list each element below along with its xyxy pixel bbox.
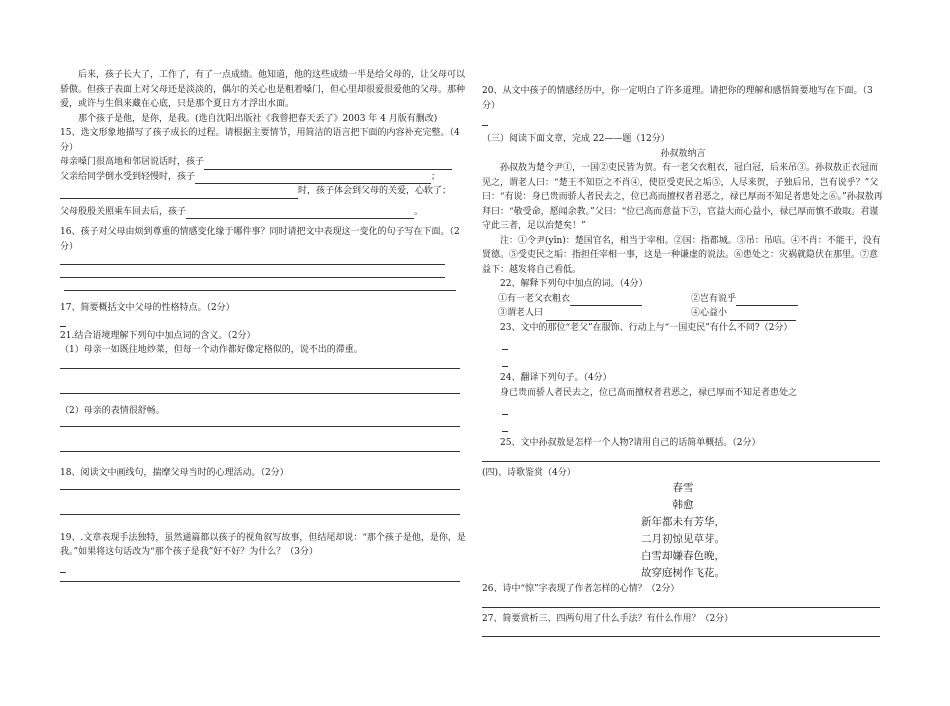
answer-line-q18-1[interactable] bbox=[60, 489, 460, 490]
question-16: 16、孩子对父母由烦到尊重的情感变化缘于哪件事？同时请把文中表现这一变化的句子写在下面。（2分） bbox=[60, 227, 460, 252]
q15-blank-2[interactable] bbox=[195, 172, 431, 184]
question-18: 18、阅读文中画线句，揣摩父母当时的心理活动。（2分） bbox=[60, 468, 289, 478]
q15-line-2: 父亲给同学倒水受到轻慢时，孩子 ； bbox=[60, 170, 468, 185]
q24-sentence: 身已贵而骄人者民去之，位已高而擅权者君恶之，禄已厚而不知足者患处之 bbox=[500, 387, 798, 398]
poem-line: 二月初惊见草芽。 bbox=[641, 533, 725, 545]
essay-body: 孙叔敖为楚令尹①，一国②吏民皆为贺。有一老父衣粗衣，冠白冠，后来吊③。孙叔敖正衣冠而见之，谓老人曰：“楚王不知臣之不肖④，使臣受吏民之垢⑤，人尽来贺，子独后吊，岂有说乎？”父曰：“有说：身已贵而骄人者民去之，位已高而擅权者君恶之，禄已厚而不知足者患处之⑥。”孙叔敖再拜曰：“敬受命，愿闻余教。”父曰：“位已高而意益下⑦，官益大而心益小，禄已厚而慎不敢取。君谨守此三者，足以治楚矣！” bbox=[482, 163, 883, 231]
q22-blank-3[interactable] bbox=[546, 309, 612, 321]
q15-line-3 bbox=[60, 184, 468, 199]
question-26: 26、诗中“惊”字表现了作者怎样的心情？（2分） bbox=[482, 584, 680, 594]
left-column bbox=[60, 68, 468, 582]
poem-line: 新年都未有芳华， bbox=[641, 516, 725, 528]
question-20: 20、从文中孩子的情感经历中，你一定明白了许多道理。请把你的理解和感悟简要地写在下面。（3分） bbox=[482, 86, 873, 111]
q22-blank-2[interactable] bbox=[736, 294, 798, 306]
answer-line-q19[interactable] bbox=[60, 581, 460, 582]
essay-notes: 注：①令尹(yǐn)：楚国官名，相当于宰相。②国：指都城。③吊：吊唁。④不肖：不能干，没有贤德。⑤受吏民之垢：指担任宰相一事，这是一种谦虚的说法。⑥患处之：灾祸就隐伏在那里。⑦意益下：越发将自己看低。 bbox=[482, 235, 881, 275]
question-21-1: （1）母亲一如既往地炒菜，但每一个动作都好像定格似的，说不出的滞重。 bbox=[60, 345, 363, 355]
q22-item-2-wrap bbox=[691, 292, 884, 307]
q15-line-2-text: 父亲给同学倒水受到轻慢时，孩子 bbox=[60, 171, 196, 182]
answer-mark-q19[interactable] bbox=[60, 566, 66, 573]
q22-blank-4[interactable] bbox=[730, 309, 796, 321]
poem-title: 春雪 bbox=[672, 482, 694, 494]
question-21: 21.结合语境理解下列句中加点词的含义。（2分） bbox=[60, 330, 256, 341]
question-22: 22、解释下列句中加点的词。（4分） bbox=[500, 279, 648, 289]
section-4-heading: (四)、诗歌鉴赏（4分） bbox=[482, 467, 576, 478]
poem bbox=[482, 480, 884, 582]
q15-line-4-text: 父母殷殷关照乘车回去后，孩子 bbox=[60, 206, 187, 217]
q22-item-4-wrap bbox=[691, 306, 884, 321]
story-paragraph-2: 那个孩子是他，是你，是我。(选自沈阳出版社《我曾把春天丢了》2003 年 4 月版有删改) bbox=[78, 113, 438, 124]
question-15: 15、选文形象地描写了孩子成长的过程。请根据主要情节，用简洁的语言把下面的内容补充完整。（4分） bbox=[60, 128, 460, 153]
answer-line-q21-2a[interactable] bbox=[60, 426, 460, 427]
q15-line-1 bbox=[60, 155, 468, 170]
q15-line-3-text: 时，孩子体会到父母的关爱，心软了； bbox=[298, 186, 452, 196]
q22-item-1-wrap bbox=[498, 292, 691, 307]
poem-line: 白雪却嫌春色晚， bbox=[641, 550, 725, 562]
essay-title: 孙叔敖纳言 bbox=[660, 148, 706, 159]
answer-line-q16-1[interactable] bbox=[60, 264, 445, 265]
question-25: 25、文中孙叔敖是怎样一个人物?请用自己的话简单概括。（2分） bbox=[500, 438, 761, 448]
q15-line-1-text: 母亲嗓门很高地和邻居说话时，孩子 bbox=[60, 157, 205, 167]
question-24: 24、翻译下列句子。（4分） bbox=[500, 373, 612, 383]
question-21-2: （2）母亲的表情很舒畅。 bbox=[60, 405, 165, 416]
q15-blank-3[interactable] bbox=[60, 187, 298, 199]
answer-mark-q23-2[interactable] bbox=[502, 360, 508, 367]
answer-line-q16-2[interactable] bbox=[60, 277, 445, 278]
section-3-heading: （三）阅读下面文章，完成 22——题（12分） bbox=[482, 134, 670, 144]
poem-line: 故穿庭树作飞花。 bbox=[641, 567, 725, 579]
q22-item-4: ④心益小 bbox=[691, 308, 728, 318]
answer-mark-q20[interactable] bbox=[482, 119, 488, 126]
q22-item-1: ①有一老父衣粗衣 bbox=[498, 293, 571, 304]
answer-mark-q17[interactable] bbox=[60, 320, 66, 327]
q22-row-1 bbox=[482, 292, 884, 307]
question-17: 17、简要概括文中父母的性格特点。（2分） bbox=[60, 303, 235, 313]
answer-mark-q24-1[interactable] bbox=[502, 408, 508, 415]
q15-blank-1[interactable] bbox=[204, 158, 452, 170]
right-column bbox=[482, 84, 884, 637]
q22-item-3-wrap bbox=[498, 306, 691, 321]
question-23: 23、文中的那位“老父”在服饰、行动上与“一国吏民”有什么不同?（2分） bbox=[500, 322, 793, 333]
q22-row-2 bbox=[482, 306, 884, 321]
q15-line-4: 父母殷殷关照乘车回去后，孩子 。 bbox=[60, 205, 468, 220]
question-27: 27、简要赏析三、四两句用了什么手法？有什么作用？（2分） bbox=[482, 613, 734, 624]
q22-blank-1[interactable] bbox=[570, 294, 642, 306]
poem-author: 韩愈 bbox=[672, 499, 694, 511]
answer-mark-q23-1[interactable] bbox=[502, 343, 508, 350]
question-19: 19、.文章表现手法独特，虽然通篇都以孩子的视角叙写故事，但结尾却说：“那个孩子是他，是你，是我。”如果将这句话改为“那个孩子是我”好不好？为什么？（3分） bbox=[60, 532, 466, 557]
q15-blank-4[interactable] bbox=[186, 207, 414, 219]
answer-line-q21-1a[interactable] bbox=[60, 368, 460, 369]
answer-line-q27[interactable] bbox=[482, 636, 880, 637]
story-paragraph-1: 后来，孩子长大了，工作了，有了一点成绩。他知道，他的这些成绩一半是给父母的，让父母可以骄傲。但孩子表面上对父母还是淡淡的，偶尔的关心也是粗着嗓门，但心里却很爱很爱他的父母。那种爱，或许与生俱来藏在心底，只是那个夏日方才浮出水面。 bbox=[60, 70, 466, 109]
q22-item-2: ②岂有说乎 bbox=[691, 293, 737, 304]
answer-mark-q24-2[interactable] bbox=[502, 425, 508, 432]
q22-item-3: ③谓老人曰 bbox=[498, 308, 544, 318]
